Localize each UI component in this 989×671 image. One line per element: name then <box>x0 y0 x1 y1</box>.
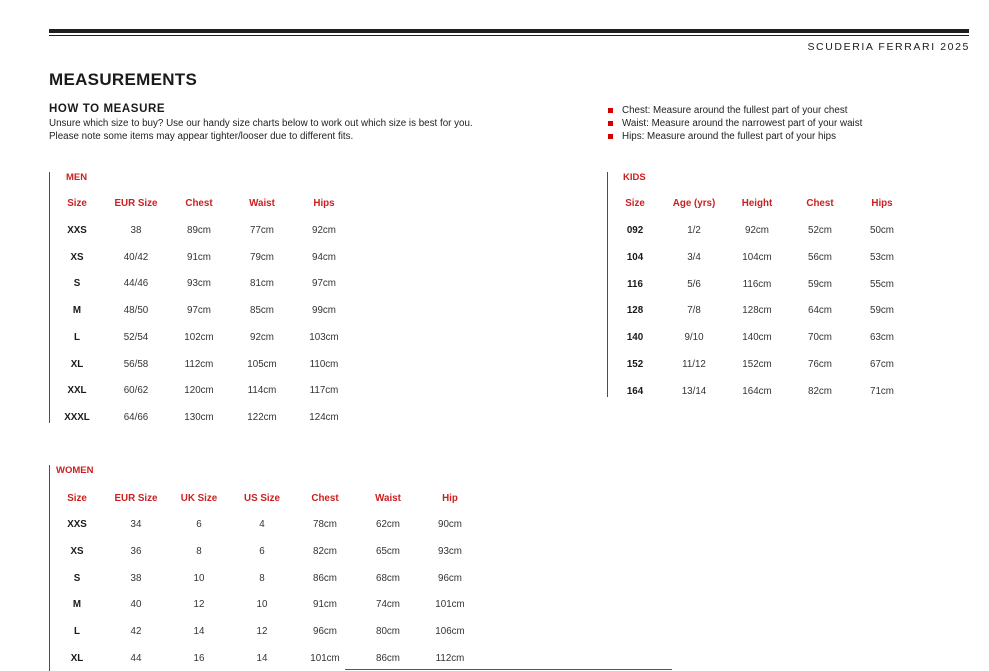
kids-table-cell: 1/2 <box>687 225 701 236</box>
kids-header-cell: Hips <box>871 198 893 209</box>
kids-table-cell: 53cm <box>870 251 894 263</box>
men-table-cell: 81cm <box>250 278 274 290</box>
women-table-cell: 8 <box>259 572 265 584</box>
women-table-cell: 96cm <box>438 572 462 584</box>
women-table-cell: 34 <box>130 519 142 530</box>
kids-table-cell: 128 <box>626 305 644 317</box>
men-table-cell: XS <box>70 251 84 263</box>
women-header-cell: Waist <box>375 493 401 504</box>
women-table-cell: 96cm <box>313 626 337 638</box>
men-header-cell: Hips <box>313 198 335 209</box>
header-rule-thin <box>49 35 969 36</box>
kids-header-cell: Chest <box>806 198 834 209</box>
women-table-cell: M <box>72 599 82 611</box>
women-table-cell: 86cm <box>313 572 337 584</box>
brand-label: SCUDERIA FERRARI 2025 <box>807 41 970 53</box>
men-header-cell: EUR Size <box>114 198 158 209</box>
bullet-square-icon <box>608 121 613 126</box>
kids-table-cell: 152 <box>626 359 644 370</box>
men-table-cell: M <box>72 305 82 317</box>
kids-table-cell: 76cm <box>808 359 832 370</box>
women-table-cell: 93cm <box>438 545 462 557</box>
men-table-cell: 114cm <box>247 385 277 397</box>
men-table-cell: 89cm <box>187 225 211 236</box>
women-header-cell: Hip <box>442 493 458 504</box>
kids-table-cell: 104cm <box>742 251 772 263</box>
men-header-cell: Size <box>67 198 87 209</box>
men-table-cell: 130cm <box>184 411 214 423</box>
men-table-cell: XXXL <box>64 411 90 423</box>
men-table-cell: 38 <box>130 225 142 236</box>
men-table-cell: 110cm <box>309 358 339 370</box>
women-table-cell: 90cm <box>438 519 462 530</box>
men-table-cell: L <box>74 331 80 343</box>
tip-chest: Chest: Measure around the fullest part of your chest <box>608 104 862 117</box>
kids-table-cell: 55cm <box>870 278 894 290</box>
women-table-cell: 91cm <box>313 599 337 611</box>
women-table-cell: 12 <box>256 626 268 638</box>
kids-table-cell: 52cm <box>808 225 832 236</box>
men-table-cell: XL <box>70 358 84 370</box>
men-header-cell: Waist <box>249 198 275 209</box>
tip-waist: Waist: Measure around the narrowest part of your waist <box>608 117 862 130</box>
women-table-cell: 86cm <box>376 653 400 664</box>
men-table-cell: 44/46 <box>123 278 149 290</box>
men-table-cell: 60/62 <box>123 385 149 397</box>
kids-table-cell: 13/14 <box>681 385 707 397</box>
women-table-cell: 68cm <box>376 572 400 584</box>
men-section-label: MEN <box>66 172 88 183</box>
women-header-cell: US Size <box>244 493 280 504</box>
kids-table-cell: 5/6 <box>687 278 701 290</box>
page-bottom-edge <box>345 669 672 670</box>
men-table-cell: 91cm <box>187 251 211 263</box>
men-table-cell: 122cm <box>247 411 277 423</box>
how-to-measure-title: HOW TO MEASURE <box>49 103 166 115</box>
kids-table-cell: 104 <box>626 251 644 263</box>
women-table-cell: 112cm <box>435 653 465 664</box>
kids-table-cell: 116 <box>627 278 643 290</box>
women-table-cell: 106cm <box>435 626 465 638</box>
women-table-cell: 40 <box>130 599 142 611</box>
kids-table-cell: 92cm <box>745 225 769 236</box>
kids-table-cell: 7/8 <box>687 305 701 317</box>
kids-table-cell: 11/12 <box>682 359 706 370</box>
men-table-cell: 117cm <box>309 385 339 397</box>
men-table-cell: 105cm <box>247 358 277 370</box>
women-header-cell: Chest <box>311 493 339 504</box>
women-table-cell: 8 <box>196 545 202 557</box>
men-table-cell: 85cm <box>250 305 274 317</box>
women-table-cell: 74cm <box>376 599 400 611</box>
men-table-cell: 120cm <box>184 385 214 397</box>
kids-table-cell: 67cm <box>870 359 894 370</box>
women-table-cell: 36 <box>130 545 142 557</box>
men-table-cell: 40/42 <box>123 251 149 263</box>
kids-header-cell: Size <box>625 198 645 209</box>
women-table-cell: 12 <box>193 599 205 611</box>
men-table-cell: XXL <box>67 385 87 397</box>
women-table-cell: 6 <box>259 545 265 557</box>
intro-line-1: Unsure which size to buy? Use our handy size charts below to work out which size is best for you. <box>49 118 473 129</box>
kids-table-cell: 140cm <box>742 332 772 344</box>
bullet-square-icon <box>608 134 613 139</box>
women-table-cell: 42 <box>130 626 142 638</box>
intro-line-2: Please note some items may appear tighter/looser due to different fits. <box>49 131 354 142</box>
kids-header-cell: Height <box>741 198 773 209</box>
women-table-cell: 65cm <box>376 545 400 557</box>
women-section-label: WOMEN <box>56 465 94 476</box>
women-table-cell: 10 <box>193 572 205 584</box>
men-table-cell: 93cm <box>187 278 211 290</box>
men-table-cell: 79cm <box>250 251 274 263</box>
kids-table-cell: 092 <box>626 225 644 236</box>
kids-table-cell: 50cm <box>870 225 894 236</box>
women-table-cell: XXS <box>67 519 87 530</box>
men-header-cell: Chest <box>185 198 213 209</box>
women-table-cell: 82cm <box>313 545 337 557</box>
women-table-cell: 10 <box>256 599 268 611</box>
men-table-cell: 124cm <box>309 411 339 423</box>
women-table-cell: 80cm <box>376 626 400 638</box>
kids-table-cell: 128cm <box>742 305 772 317</box>
women-table-cell: L <box>74 626 80 638</box>
kids-table-cell: 56cm <box>808 251 832 263</box>
kids-table-cell: 63cm <box>870 332 894 344</box>
women-table-cell: XL <box>70 653 84 664</box>
men-table-cell: 56/58 <box>123 358 149 370</box>
kids-table-cell: 9/10 <box>684 332 704 344</box>
women-table-cell: XS <box>70 545 84 557</box>
men-table-cell: 77cm <box>250 225 274 236</box>
women-table-cell: S <box>73 572 81 584</box>
women-header-cell: Size <box>67 493 87 504</box>
kids-table-cell: 3/4 <box>687 251 701 263</box>
women-table-cell: 101cm <box>435 599 465 611</box>
bullet-square-icon <box>608 108 613 113</box>
kids-table-cell: 152cm <box>742 359 772 370</box>
men-table-cell: 92cm <box>250 331 274 343</box>
women-table-cell: 38 <box>130 572 142 584</box>
men-table-cell: S <box>73 278 81 290</box>
women-table-cell: 16 <box>193 653 205 664</box>
men-table-cell: 103cm <box>309 331 339 343</box>
kids-table-cell: 64cm <box>808 305 832 317</box>
kids-table-cell: 59cm <box>808 278 832 290</box>
women-table-cell: 62cm <box>376 519 400 530</box>
men-table-cell: 94cm <box>312 251 336 263</box>
women-table-cell: 14 <box>193 626 205 638</box>
measure-tips-list <box>608 104 862 143</box>
men-table-cell: XXS <box>67 225 87 236</box>
kids-table-cell: 140 <box>626 332 644 344</box>
men-table-cell: 99cm <box>312 305 336 317</box>
header-rule-thick <box>49 29 969 33</box>
kids-section-label: KIDS <box>623 172 646 183</box>
kids-header-cell: Age (yrs) <box>672 198 716 209</box>
kids-table-cell: 59cm <box>870 305 894 317</box>
kids-table-cell: 164 <box>626 385 644 397</box>
women-table-cell: 6 <box>196 519 202 530</box>
tip-hips: Hips: Measure around the fullest part of your hips <box>608 130 862 143</box>
men-table-cell: 52/54 <box>123 331 149 343</box>
page-title: MEASUREMENTS <box>49 70 198 89</box>
kids-table-cell: 164cm <box>742 385 772 397</box>
kids-table-cell: 116cm <box>742 278 772 290</box>
women-header-cell: EUR Size <box>114 493 158 504</box>
women-table-cell: 101cm <box>310 653 340 664</box>
men-table-cell: 97cm <box>312 278 336 290</box>
kids-table-cell: 71cm <box>870 385 894 397</box>
women-table-cell: 4 <box>259 519 265 530</box>
men-table-cell: 92cm <box>312 225 336 236</box>
women-table-cell: 78cm <box>313 519 337 530</box>
women-header-cell: UK Size <box>180 493 218 504</box>
kids-table-cell: 70cm <box>808 332 832 344</box>
men-table-cell: 48/50 <box>123 305 149 317</box>
kids-table-cell: 82cm <box>808 385 832 397</box>
men-table-cell: 97cm <box>187 305 211 317</box>
men-table-cell: 102cm <box>184 331 214 343</box>
women-table-cell: 14 <box>256 653 268 664</box>
men-table-cell: 64/66 <box>123 411 149 423</box>
men-table-cell: 112cm <box>184 358 214 370</box>
women-table-cell: 44 <box>130 653 142 664</box>
